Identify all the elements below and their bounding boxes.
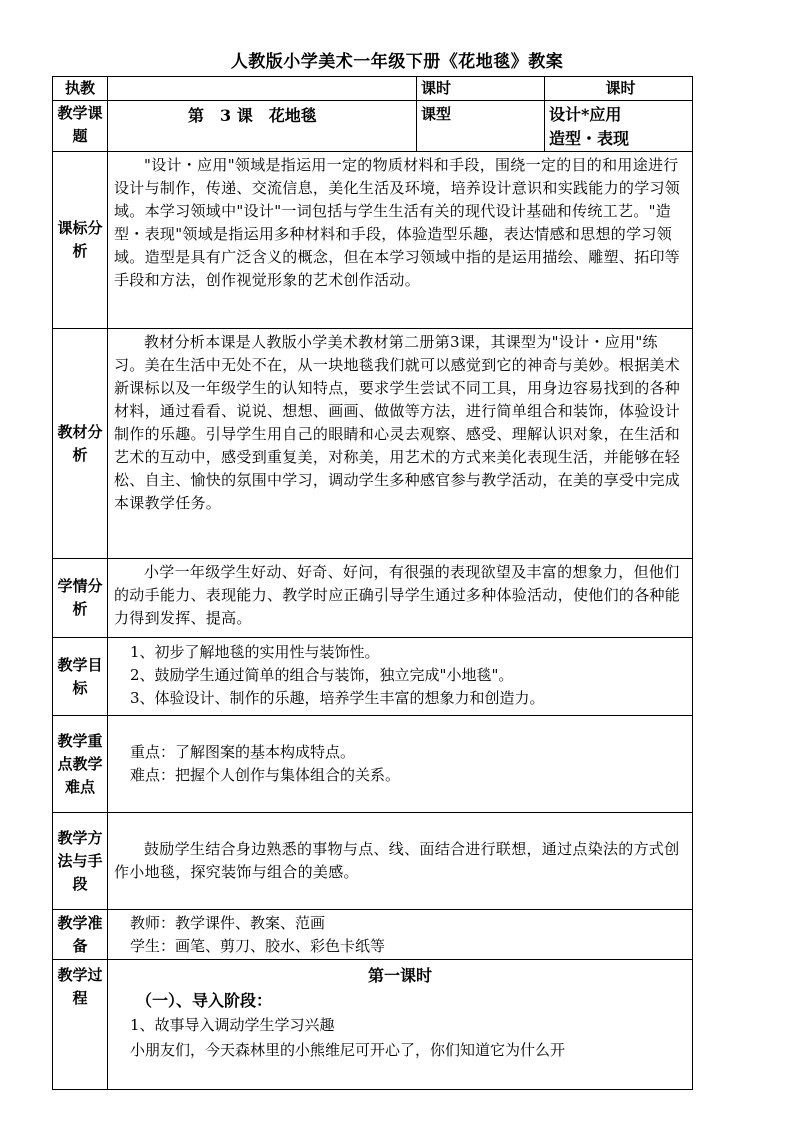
prep-row [53, 910, 693, 960]
teacher-label: 执教 [53, 77, 108, 101]
prep-item: 学生：画笔、剪刀、胶水、彩色卡纸等 [130, 936, 386, 955]
lesson-type-line: 造型・表现 [549, 129, 630, 148]
curriculum-label: 课标分析 [53, 152, 108, 329]
goals-row [53, 638, 693, 716]
process-line: 1、故事导入调动学生学习兴趣 [130, 1016, 335, 1034]
textbook-content [108, 329, 693, 559]
curriculum-content [108, 152, 693, 329]
topic-label: 教学课题 [53, 101, 108, 152]
keypoint-item: 难点：把握个人创作与集体组合的关系。 [130, 766, 401, 784]
process-content [108, 960, 693, 1090]
methods-label: 教学方法与手段 [53, 813, 108, 910]
process-row [53, 960, 693, 1090]
lesson-type-line: 设计*应用 [549, 105, 622, 124]
curriculum-paragraph: "设计・应用"领域是指运用一定的物质材料和手段，围绕一定的目的和用途进行设计与制作，传递、交流信息，美化生活及环境，培养设计意识和实践能力的学习领域。本学习领域中"设计"一词包括与学生生活有关的现代设计基础和传统工艺。"造型・表现"领域是指运用多种材料和手段，体验造型乐趣，表达情感和思想的学习领域。造型是具有广泛含义的概念，但在本学习领域中指的是运用描绘、雕塑、拓印等手段和方法，创作视觉形象的艺术创作活动。 [114, 156, 681, 289]
lesson-hours-value: 课时 [545, 77, 693, 101]
keypoints-label: 教学重点教学难点 [53, 716, 108, 813]
methods-content [108, 813, 693, 910]
keypoints-row [53, 716, 693, 813]
stage-heading: （一）、导入阶段： [136, 991, 273, 1010]
methods-paragraph: 鼓励学生结合身边熟悉的事物与点、线、面结合进行联想，通过点染法的方式创作小地毯，探究装饰与组合的美感。 [114, 840, 680, 881]
goal-item: 2、鼓励学生通过简单的组合与装饰，独立完成"小地毯"。 [130, 666, 514, 684]
curriculum-row [53, 152, 693, 329]
keypoints-content [108, 716, 693, 813]
process-label: 教学过程 [53, 960, 108, 1090]
goal-item: 3、体验设计、制作的乐趣，培养学生丰富的想象力和创造力。 [130, 689, 545, 707]
methods-row [53, 813, 693, 910]
goal-item: 1、初步了解地毯的实用性与装饰性。 [130, 643, 380, 661]
learners-content [108, 559, 693, 638]
process-line: 小朋友们，今天森林里的小熊维尼可开心了，你们知道它为什么开 [130, 1041, 566, 1059]
learners-paragraph: 小学一年级学生好动、好奇、好问，有很强的表现欲望及丰富的想象力，但他们的动手能力、表现能力、教学时应正确引导学生通过多种体验活动，使他们的各种能力得到发挥、提高。 [114, 563, 681, 627]
teacher-value [108, 77, 417, 101]
textbook-row [53, 329, 693, 559]
topic-value: 第 3 课 花地毯 [108, 101, 417, 152]
lesson-plan-table [52, 76, 693, 1090]
learners-label: 学情分析 [53, 559, 108, 638]
lesson-heading: 第一课时 [367, 966, 432, 985]
prep-content [108, 910, 693, 960]
textbook-label: 教材分析 [53, 329, 108, 559]
document-title: 人教版小学美术一年级下册《花地毯》教案 [230, 52, 564, 72]
goals-content [108, 638, 693, 716]
lesson-hours-label: 课时 [417, 77, 545, 101]
topic-row [53, 101, 693, 152]
goals-label: 教学目标 [53, 638, 108, 716]
prep-item: 教师：教学课件、教案、范画 [130, 913, 326, 932]
lesson-type-label: 课型 [417, 101, 545, 152]
keypoint-item: 重点：了解图案的基本构成特点。 [130, 743, 356, 761]
header-row [53, 77, 693, 101]
lesson-type-value [545, 101, 693, 152]
prep-label: 教学准备 [53, 910, 108, 960]
learners-row [53, 559, 693, 638]
textbook-paragraph: 教材分析本课是人教版小学美术教材第二册第3课，其课型为"设计・应用"练习。美在生活中无处不在，从一块地毯我们就可以感觉到它的神奇与美妙。根据美术新课标以及一年级学生的认知特点，要求学生尝试不同工具，用身边容易找到的各种材料，通过看看、说说、想想、画画、做做等方法，进行简单组合和装饰，体验设计制作的乐趣。引导学生用自己的眼睛和心灵去观察、感受、理解认识对象，在生活和艺术的互动中，感受到重复美，对称美，用艺术的方式来美化表现生活，并能够在轻松、自主、愉快的氛围中学习，调动学生多种感官参与教学活动，在美的享受中完成本课教学任务。 [114, 333, 681, 512]
